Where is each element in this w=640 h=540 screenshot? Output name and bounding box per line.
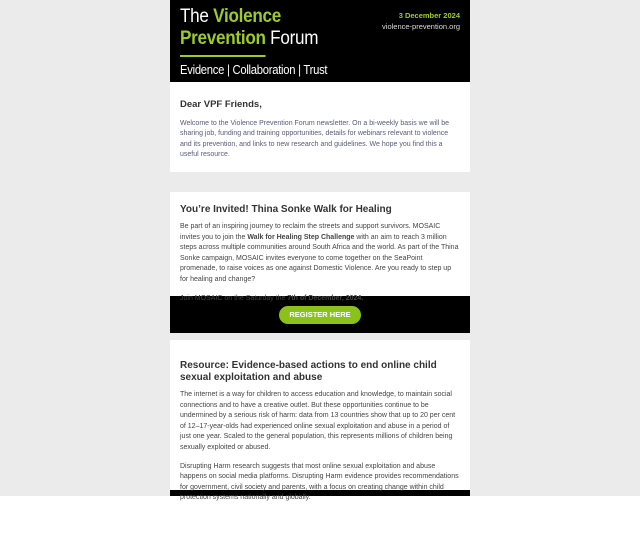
resource-title: Resource: Evidence-based actions to end online child sexual exploitation and abuse — [180, 360, 437, 383]
logo-text: The — [180, 6, 209, 27]
issue-date: 3 December 2024 — [398, 11, 460, 20]
logo-text: Forum — [270, 28, 319, 49]
resource-text: Disrupting Harm research suggests that most online sexual exploitation and abuse happens on social media platforms. Disrupting Harm evidence provides recommendations for government, civil society and parents, with a focus on creating change within child protection systems nationally and globally. — [180, 462, 459, 502]
logo-rule — [180, 55, 266, 57]
welcome-text: Welcome to the Violence Prevention Forum newsletter. On a bi-weekly basis we will be sharing job, funding and training opportunities, details for webinars relevant to violence and its prevention, and links to new research and guidelines. We hope you find this a useful resource. — [180, 119, 449, 159]
website-link[interactable]: violence-prevention.org — [382, 22, 460, 31]
tagline: Evidence | Collaboration | Trust — [180, 63, 328, 77]
logo-text: Violence — [213, 6, 282, 27]
newsletter — [170, 0, 470, 502]
invite-section — [170, 192, 470, 302]
logo-text: Prevention — [180, 28, 266, 49]
invite-title: You’re Invited! Thina Sonke Walk for Healing — [180, 204, 392, 215]
invite-text: Be part of an inspiring journey to reclaim the streets and support survivors. MOSAIC invites you to join the Walk for Healing Step Challenge with an aim to reach 3 million steps across multiple communities around South Africa and the world. As part of the Thina Sonke campaign, MOSAIC invites everyone to come together on the SeaPoint promenade, to raise voices as one against Domestic Violence. Are you ready to step up for healing and change? — [180, 223, 459, 283]
resource-text: The internet is a way for children to access education and knowledge, to maintain social connections and to have a creative outlet. But these opportunities continue to be undermined by a serious risk of harm: data from 13 countries show that up to 20 per cent of 12–17-year-olds had experienced online sexual exploitation and abuse in a period of just one year. Scaled to the general population, this represents millions of children being sexually exploited or abused. — [180, 391, 456, 451]
resource-section — [170, 340, 470, 502]
greeting: Dear VPF Friends, — [180, 99, 262, 110]
header — [170, 0, 470, 82]
welcome-section — [170, 82, 470, 172]
register-button[interactable]: REGISTER HERE — [279, 306, 361, 324]
logo — [180, 6, 327, 77]
invite-date-text: Join MOSAIC on the Saturday the 7th of December, 2024. — [180, 294, 364, 302]
